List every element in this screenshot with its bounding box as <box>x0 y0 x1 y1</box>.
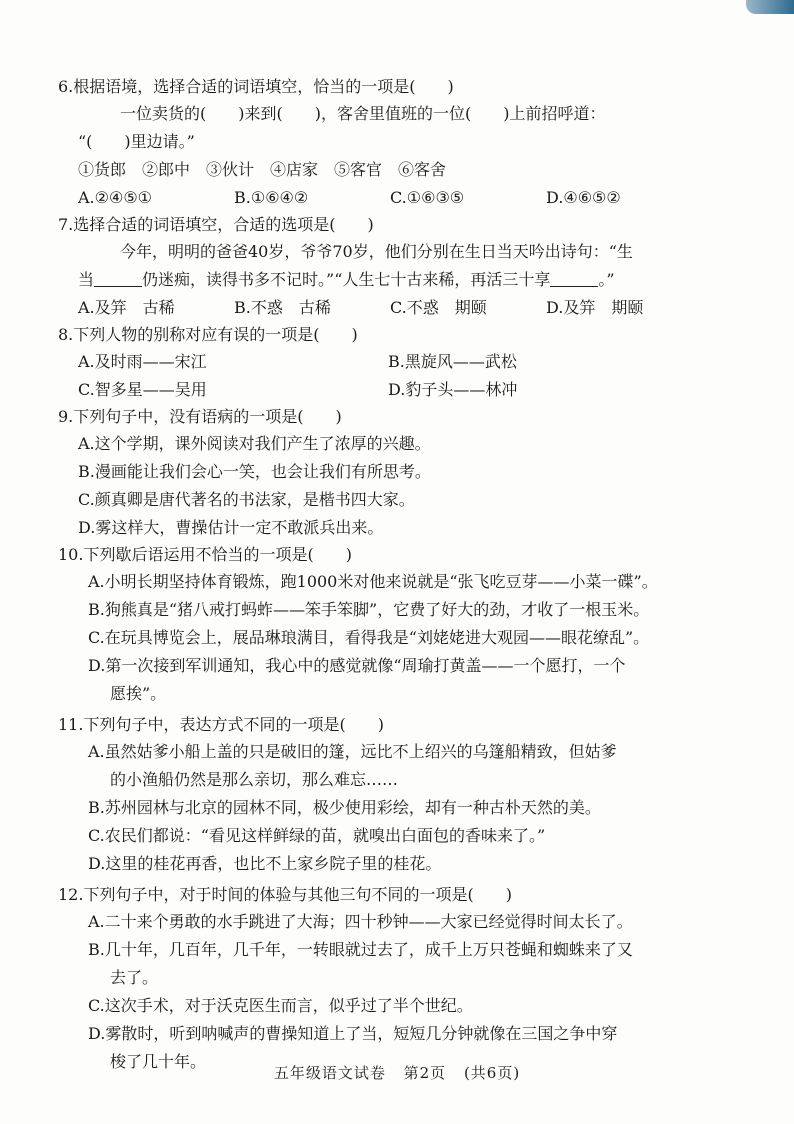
question-stem: 8.下列人物的别称对应有误的一项是( ) <box>58 325 358 344</box>
option-a: A.②④⑤① <box>78 188 153 207</box>
option-b: B.几十年，几百年，几千年，一转眼就过去了，成千上万只苍蝇和蜘蛛来了又 <box>88 940 633 959</box>
option-d: D.雾这样大，曹操估计一定不敢派兵出来。 <box>78 518 384 537</box>
option-c: C.颜真卿是唐代著名的书法家，是楷书四大家。 <box>78 490 415 509</box>
option-b: B.①⑥④② <box>234 188 309 207</box>
option-d: D.豹子头——林冲 <box>388 380 518 399</box>
context-text: 仍迷痴，读得书多不记时。”“人生七十古来稀，再活三十享 <box>142 270 551 289</box>
options-row <box>58 294 708 322</box>
option-a-continuation: 的小渔船仍然是那么亲切，那么难忘…… <box>110 770 399 789</box>
context-text: 。” <box>598 270 615 289</box>
options-row <box>58 184 708 212</box>
option-d-continuation: 愿挨”。 <box>110 684 167 703</box>
footer-title: 五年级语文试卷 <box>273 1064 386 1082</box>
question-8 <box>58 322 708 404</box>
question-12 <box>58 882 708 1076</box>
word-list: ①货郎 ②郎中 ③伙计 ④店家 ⑤客官 ⑥客舍 <box>78 160 447 179</box>
options-row <box>58 348 708 376</box>
question-stem: 7.选择合适的词语填空，合适的选项是( ) <box>58 215 374 234</box>
option-b: B.狗熊真是“猪八戒打蚂蚱——笨手笨脚”，它费了好大的劲，才收了一根玉米。 <box>88 600 650 619</box>
option-c: C.这次手术，对于沃克医生而言，似乎过了半个世纪。 <box>88 996 473 1015</box>
question-stem: 10.下列歇后语运用不恰当的一项是( ) <box>58 545 352 564</box>
option-d: D.这里的桂花再香，也比不上家乡院子里的桂花。 <box>88 854 442 873</box>
option-a: A.及时雨——宋江 <box>78 352 207 371</box>
option-a: A.虽然姑爹小船上盖的只是破旧的篷，远比不上绍兴的乌篷船精致，但姑爹 <box>88 742 617 761</box>
option-c: C.农民们都说：“看见这样鲜绿的苗，就嗅出白面包的香味来了。” <box>88 826 546 845</box>
option-d-continuation: 梭了几十年。 <box>110 1052 207 1071</box>
option-d: D.雾散时，听到呐喊声的曹操知道上了当，短短几分钟就像在三国之争中穿 <box>88 1024 618 1043</box>
questions-container <box>58 74 708 1076</box>
fill-blank <box>94 270 142 287</box>
option-d: D.④⑥⑤② <box>546 188 621 207</box>
option-b: B.苏州园林与北京的园林不同，极少使用彩绘，却有一种古朴天然的美。 <box>88 798 601 817</box>
question-9 <box>58 404 708 542</box>
question-stem: 12.下列句子中，对于时间的体验与其他三句不同的一项是( ) <box>58 885 512 904</box>
question-7 <box>58 212 708 322</box>
option-b-continuation: 去了。 <box>110 968 159 987</box>
option-c: C.不惑 期颐 <box>390 298 487 317</box>
option-c: C.智多星——吴用 <box>78 380 207 399</box>
option-a: A.二十来个勇敢的水手跳进了大海；四十秒钟——大家已经觉得时间太长了。 <box>88 912 633 931</box>
option-a: A.及笄 古稀 <box>78 298 175 317</box>
option-b: B.不惑 古稀 <box>234 298 331 317</box>
option-a: A.这个学期，课外阅读对我们产生了浓厚的兴趣。 <box>78 434 431 453</box>
option-c: C.①⑥③⑤ <box>390 188 465 207</box>
footer-page-number: 第2页 <box>403 1064 447 1082</box>
scan-corner-mark <box>746 0 794 14</box>
question-stem: 11.下列句子中，表达方式不同的一项是( ) <box>58 715 384 734</box>
option-d: D.及笄 期颐 <box>546 298 644 317</box>
footer-total-pages: (共6页) <box>463 1064 521 1082</box>
question-context-line: 今年，明明的爸爸40岁，爷爷70岁，他们分别在生日当天吟出诗句：“生 <box>120 242 633 261</box>
question-6 <box>58 74 708 212</box>
question-stem: 9.下列句子中，没有语病的一项是( ) <box>58 407 342 426</box>
fill-blank <box>550 270 598 287</box>
option-c: C.在玩具博览会上，展品琳琅满目，看得我是“刘姥姥进大观园——眼花缭乱”。 <box>88 628 650 647</box>
options-row <box>58 376 708 404</box>
option-a: A.小明长期坚持体育锻炼，跑1000米对他来说就是“张飞吃豆芽——小菜一碟”。 <box>88 572 658 591</box>
question-context-line <box>58 266 708 294</box>
question-10 <box>58 542 708 708</box>
question-stem: 6.根据语境，选择合适的词语填空，恰当的一项是( ) <box>58 77 454 96</box>
page-footer <box>0 1062 794 1083</box>
option-d: D.第一次接到军训通知，我心中的感觉就像“周瑜打黄盖——一个愿打，一个 <box>88 656 626 675</box>
option-b: B.黑旋风——武松 <box>388 352 517 371</box>
question-context-line: “( )里边请。” <box>78 132 195 151</box>
option-b: B.漫画能让我们会心一笑，也会让我们有所思考。 <box>78 462 431 481</box>
question-context-line: 一位卖货的( )来到( )，客舍里值班的一位( )上前招呼道： <box>120 104 606 123</box>
question-11 <box>58 712 708 878</box>
context-text: 当 <box>78 270 95 289</box>
